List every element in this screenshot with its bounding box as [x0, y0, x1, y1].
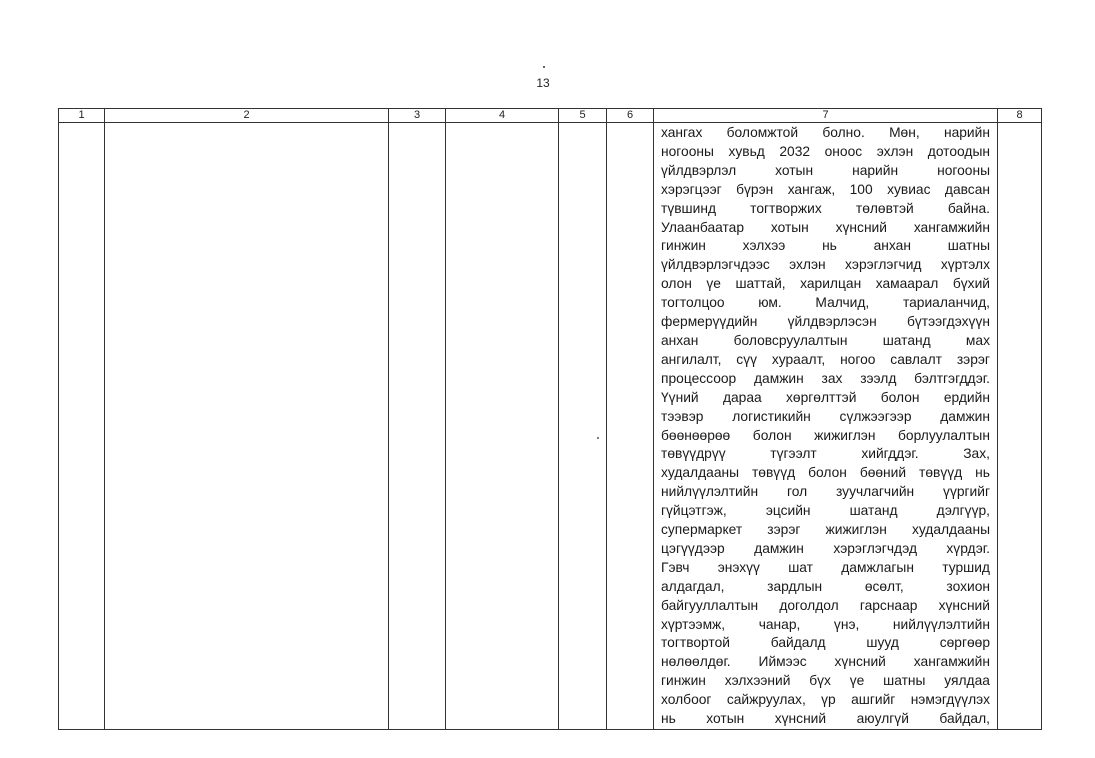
text-line: Улаанбаатар хотын хүнсний хангамжийн	[661, 219, 990, 235]
page-number: 13	[536, 76, 550, 90]
text-line: нь хотын хүнсний аюулгүй байдал,	[661, 711, 990, 727]
text-line: супермаркет зэрэг жижиглэн худалдааны	[661, 522, 990, 538]
cell-col-2	[105, 123, 389, 730]
text-line: хангах боломжтой болно. Мөн, нарийн	[661, 125, 990, 140]
cell-col-7	[654, 123, 998, 730]
cell-col-6	[607, 123, 654, 730]
text-line: Гэвч энэхүү шат дамжлагын туршид	[661, 559, 990, 575]
column-header-1: 1	[59, 109, 105, 123]
cell-col-5	[559, 123, 607, 730]
cell-col-8	[998, 123, 1042, 730]
column-header-6: 6	[607, 109, 654, 123]
column-header-8: 8	[998, 109, 1042, 123]
cell-col-3	[389, 123, 446, 730]
header-dot-mark	[543, 66, 545, 68]
text-line: тогтвортой байдалд шууд сөргөөр	[661, 635, 990, 651]
text-line: байгууллалтын доголдол гарснаар хүнсний	[661, 597, 990, 613]
text-line: фермерүүдийн үйлдвэрлэсэн бүтээгдэхүүн	[661, 314, 990, 330]
text-line: нийлүүлэлтийн гол зуучлагчийн үүргийг	[661, 484, 990, 500]
column-header-4: 4	[446, 109, 559, 123]
column-header-2: 2	[105, 109, 389, 123]
text-line: процессоор дамжин зах зээлд бэлтгэгддэг.	[661, 370, 990, 386]
text-line: хэрэгцээг бүрэн хангаж, 100 хувиас давсан	[661, 181, 990, 197]
text-line: тээвэр логистикийн сүлжээгээр дамжин	[661, 408, 990, 424]
column-number-row	[59, 109, 1042, 123]
text-line: гүйцэтгэж, эцсийн шатанд дэлгүүр,	[661, 503, 990, 519]
text-line: тогтолцоо юм. Малчид, тариаланчид,	[661, 295, 990, 311]
column-header-5: 5	[559, 109, 607, 123]
table-row	[59, 123, 1042, 730]
text-line: түвшинд тогтворжих төлөвтэй байна.	[661, 200, 990, 216]
column-header-3: 3	[389, 109, 446, 123]
text-line: анхан боловсруулалтын шатанд мах	[661, 332, 990, 348]
text-line: нөлөөлдөг. Иймээс хүнсний хангамжийн	[661, 654, 990, 670]
text-line: гинжин хэлхээний бүх үе шатны уялдаа	[661, 673, 990, 689]
text-line: Үүний дараа хөргөлттэй болон ердийн	[661, 389, 990, 405]
text-line: гинжин хэлхээ нь анхан шатны	[661, 238, 990, 254]
text-line: ногооны хувьд 2032 оноос эхлэн дотоодын	[661, 143, 990, 159]
document-table	[58, 108, 1042, 730]
text-line: үйлдвэрлэгчдээс эхлэн хэрэглэгчид хүртэлх	[661, 257, 990, 273]
text-line: олон үе шаттай, харилцан хамаарал бүхий	[661, 276, 990, 292]
column-header-7: 7	[654, 109, 998, 123]
column-7-body-text	[654, 123, 997, 729]
text-line: алдагдал, зардлын өсөлт, зохион	[661, 578, 990, 594]
text-line: ангилалт, сүү хураалт, ногоо савлалт зэрэг	[661, 351, 990, 367]
text-line: цэгүүдээр дамжин хэрэглэгчдэд хүрдэг.	[661, 540, 990, 556]
text-line: холбоог сайжруулах, үр ашгийг нэмэгдүүлэх	[661, 692, 990, 708]
text-line: үйлдвэрлэл хотын нарийн ногооны	[661, 162, 990, 178]
text-line: бөөнөөрөө болон жижиглэн борлуулалтын	[661, 427, 990, 443]
text-line: хүртээмж, чанар, үнэ, нийлүүлэлтийн	[661, 616, 990, 632]
text-line: худалдааны төвүүд болон бөөний төвүүд нь	[661, 465, 990, 481]
cell-col-4	[446, 123, 559, 730]
cell-col-1	[59, 123, 105, 730]
text-line: төвүүдрүү түгээлт хийгддэг. Зах,	[661, 446, 990, 462]
